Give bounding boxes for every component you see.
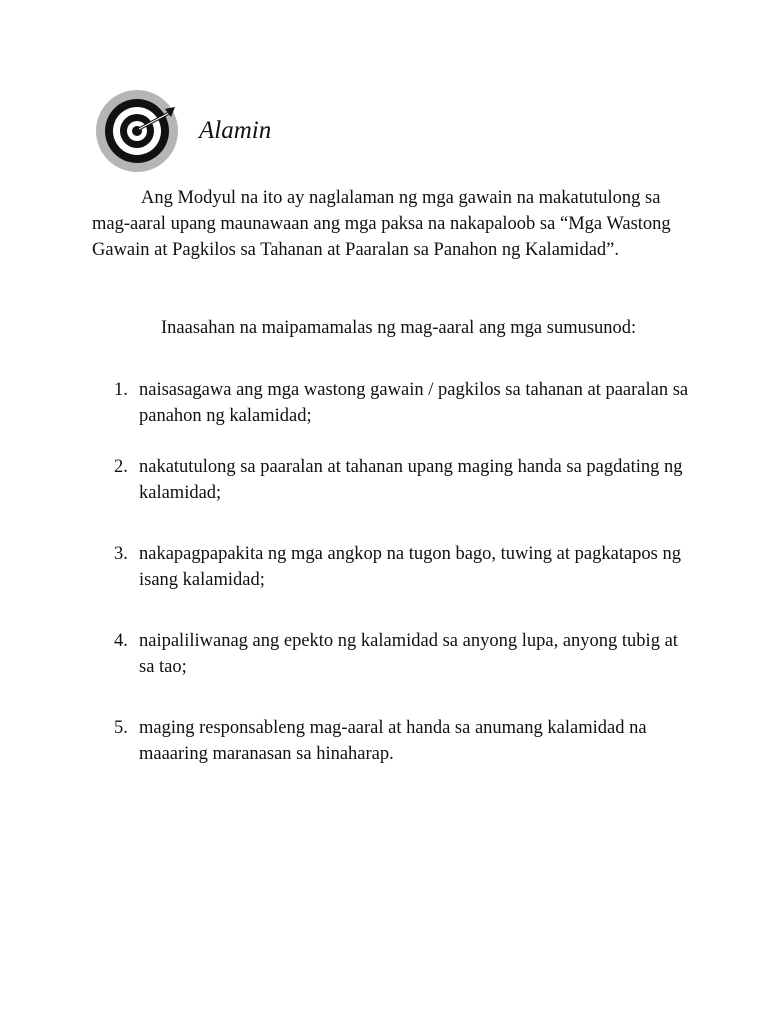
objective-number: 3.	[114, 544, 128, 564]
objective-item	[114, 377, 694, 429]
intro-paragraph	[92, 185, 692, 263]
objective-item	[114, 541, 694, 593]
intro-open-quote: “	[559, 214, 569, 234]
objective-text: nakatutulong sa paaralan at tahanan upang maging handa sa pagdating ng kalamidad;	[139, 457, 683, 503]
intro-close-quote: ”	[606, 240, 615, 260]
objective-text: naipaliliwanag ang epekto ng kalamidad sa anyong lupa, anyong tubig at sa tao;	[139, 631, 678, 677]
objective-item	[114, 628, 694, 680]
module-title-quote: Mga Wastong Gawain at Pagkilos sa Tahanan at Paaralan sa Panahon ng Kalamidad	[92, 214, 671, 260]
intro-end: .	[614, 240, 619, 260]
section-heading: Alamin	[199, 117, 272, 144]
objective-text: nakapagpapakita ng mga angkop na tugon bago, tuwing at pagkatapos ng isang kalamidad;	[139, 544, 682, 590]
objective-text: naisasagawa ang mga wastong gawain / pagkilos sa tahanan at paaralan sa panahon ng kalamidad;	[139, 380, 689, 426]
objective-number: 4.	[114, 631, 128, 651]
objective-number: 2.	[114, 457, 128, 477]
objective-item	[114, 454, 694, 506]
target-bullseye-icon	[93, 89, 183, 173]
expectation-paragraph: Inaasahan na maipamamalas ng mag-aaral ang mga sumusunod:	[161, 318, 637, 338]
objective-text: maging responsableng mag-aaral at handa sa anumang kalamidad na maaaring maranasan sa hinaharap.	[139, 718, 647, 764]
objective-item	[114, 715, 694, 767]
objectives-list	[114, 377, 694, 767]
objective-number: 1.	[114, 380, 128, 400]
objective-number: 5.	[114, 718, 128, 738]
intro-text: Ang Modyul na ito ay naglalaman ng mga gawain na makatutulong sa mag-aaral upang maunawaan ang mga paksa na nakapaloob sa	[92, 188, 661, 234]
